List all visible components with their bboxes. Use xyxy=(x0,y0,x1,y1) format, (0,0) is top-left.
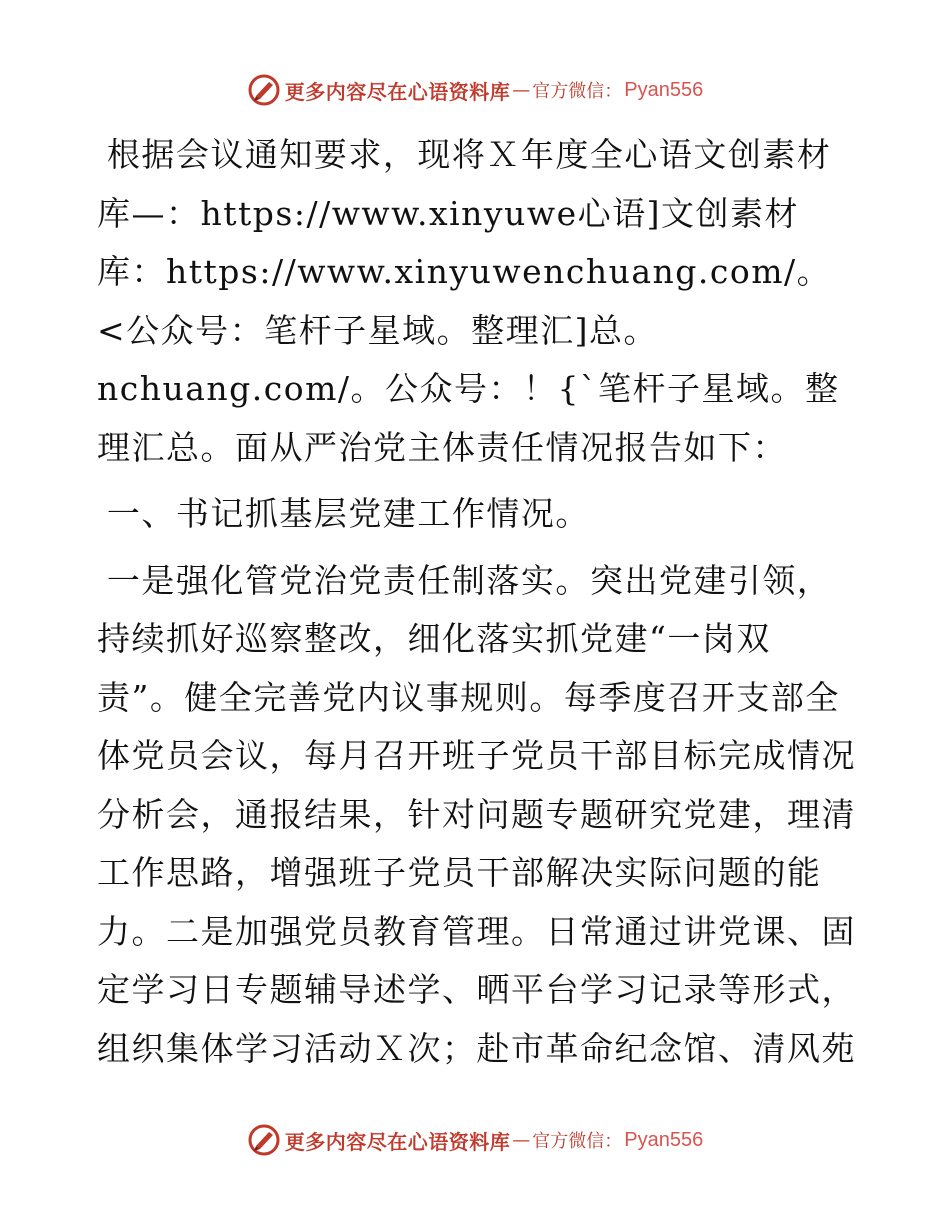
footer-watermark-banner xyxy=(0,1120,950,1160)
banner-wechat-label: 官方微信： xyxy=(532,81,623,102)
header-watermark-banner xyxy=(0,70,950,110)
banner-separator: — xyxy=(512,79,531,101)
section-body-paragraph: 一是强化管党治党责任制落实。突出党建引领，持续抓好巡察整改，细化落实抓党建“一岗双责”。健全完善党内议事规则。每季度召开支部全体党员会议，每月召开班子党员干部目标完成情况分析会，通报结果，针对问题专题研究党建，理清工作思路，增强班子党员干部解决实际问题的能力。二是加强党员教育管理。日常通过讲党课、固定学习日专题辅导述学、晒平台学习记录等形式，组织集体学习活动Ｘ次；赴市革命纪念馆、清风苑 xyxy=(97,560,856,1068)
banner-separator: — xyxy=(512,1129,531,1151)
intro-paragraph: 根据会议通知要求，现将Ｘ年度全心语文创素材库—：https://www.xinyuwe心语]文创素材库：https://www.xinyuwenchuang.com/。<公众号：笔杆子星域。整理汇]总。nchuang.com/。公众号：！{`笔杆子星域。整理汇总。面从严治党主体责任情况报告如下： xyxy=(97,135,840,467)
banner-wechat-label: 官方微信： xyxy=(532,1131,623,1152)
banner-slogan: 更多内容尽在心语资料库 xyxy=(284,79,511,104)
pen-logo-icon xyxy=(247,1123,281,1157)
banner-wechat-id: Pyan556 xyxy=(624,1128,704,1151)
document-body xyxy=(97,126,857,1078)
banner-wechat-id: Pyan556 xyxy=(624,78,704,101)
banner-slogan: 更多内容尽在心语资料库 xyxy=(284,1129,511,1154)
pen-logo-icon xyxy=(247,73,281,107)
section-heading: 一、书记抓基层党建工作情况。 xyxy=(106,494,590,533)
